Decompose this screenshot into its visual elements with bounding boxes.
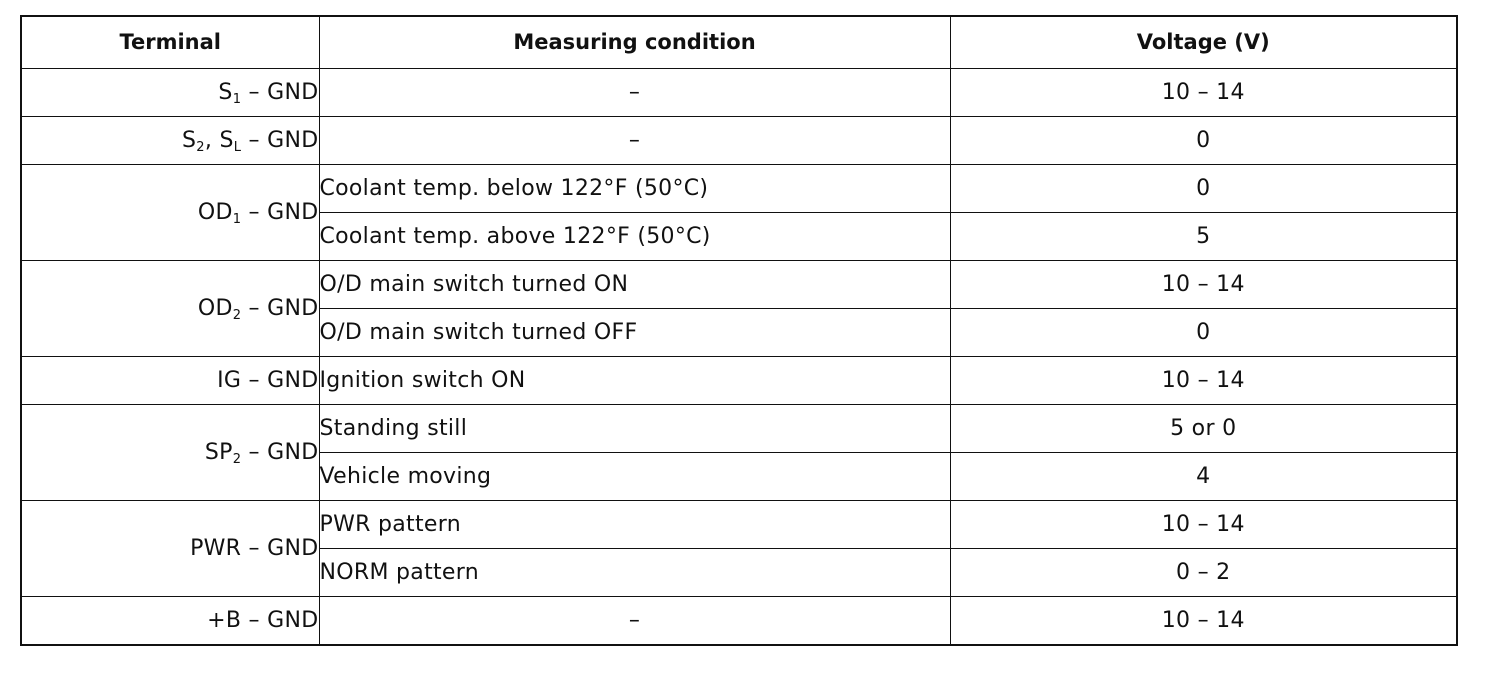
terminal-name: S bbox=[182, 127, 197, 153]
terminal-ground: – GND bbox=[241, 199, 319, 225]
voltage-cell: 10 – 14 bbox=[950, 597, 1457, 646]
voltage-cell: 0 bbox=[950, 117, 1457, 165]
terminal-voltage-table bbox=[20, 15, 1458, 646]
condition-cell: Ignition switch ON bbox=[319, 357, 950, 405]
voltage-cell: 10 – 14 bbox=[950, 501, 1457, 549]
terminal-cell bbox=[21, 405, 319, 501]
terminal-name: OD bbox=[197, 295, 233, 321]
condition-cell: O/D main switch turned ON bbox=[319, 261, 950, 309]
terminal-name: SP bbox=[204, 439, 233, 465]
voltage-cell: 10 – 14 bbox=[950, 69, 1457, 117]
condition-cell: – bbox=[319, 117, 950, 165]
condition-cell: – bbox=[319, 597, 950, 646]
voltage-cell: 10 – 14 bbox=[950, 357, 1457, 405]
voltage-cell: 4 bbox=[950, 453, 1457, 501]
terminal-subscript: 1 bbox=[232, 91, 242, 107]
condition-cell: NORM pattern bbox=[319, 549, 950, 597]
header-measuring-condition: Measuring condition bbox=[319, 16, 950, 69]
condition-cell: Standing still bbox=[319, 405, 950, 453]
terminal-cell bbox=[21, 597, 319, 646]
condition-cell: Vehicle moving bbox=[319, 453, 950, 501]
voltage-cell: 10 – 14 bbox=[950, 261, 1457, 309]
terminal-subscript: 2 bbox=[196, 139, 205, 155]
condition-cell: Coolant temp. above 122°F (50°C) bbox=[319, 213, 950, 261]
terminal-cell bbox=[21, 69, 319, 117]
header-row bbox=[21, 16, 1457, 69]
terminal-subscript: 2 bbox=[232, 451, 242, 467]
terminal-name: +B – GND bbox=[207, 607, 319, 633]
terminal-subscript: 2 bbox=[232, 307, 242, 323]
condition-cell: – bbox=[319, 69, 950, 117]
table-row bbox=[21, 357, 1457, 405]
table-row bbox=[21, 501, 1457, 549]
terminal-ground: – GND bbox=[241, 295, 319, 321]
voltage-cell: 0 bbox=[950, 309, 1457, 357]
table-row bbox=[21, 405, 1457, 453]
condition-cell: PWR pattern bbox=[319, 501, 950, 549]
terminal-name: OD bbox=[197, 199, 233, 225]
header-terminal: Terminal bbox=[21, 16, 319, 69]
condition-cell: Coolant temp. below 122°F (50°C) bbox=[319, 165, 950, 213]
voltage-cell: 5 or 0 bbox=[950, 405, 1457, 453]
terminal-name: IG – GND bbox=[217, 367, 319, 393]
terminal-ground: – GND bbox=[241, 127, 319, 153]
header-voltage: Voltage (V) bbox=[950, 16, 1457, 69]
voltage-cell: 0 – 2 bbox=[950, 549, 1457, 597]
terminal-name: S bbox=[218, 79, 233, 105]
terminal-name-2: , S bbox=[204, 127, 234, 153]
voltage-cell: 5 bbox=[950, 213, 1457, 261]
terminal-ground: – GND bbox=[241, 439, 319, 465]
table-row bbox=[21, 597, 1457, 646]
terminal-ground: – GND bbox=[241, 79, 319, 105]
terminal-cell bbox=[21, 165, 319, 261]
table-row bbox=[21, 69, 1457, 117]
table-row bbox=[21, 165, 1457, 213]
voltage-cell: 0 bbox=[950, 165, 1457, 213]
table-row bbox=[21, 117, 1457, 165]
condition-cell: O/D main switch turned OFF bbox=[319, 309, 950, 357]
terminal-cell bbox=[21, 117, 319, 165]
terminal-subscript-2: L bbox=[233, 139, 242, 155]
terminal-cell bbox=[21, 261, 319, 357]
terminal-cell bbox=[21, 357, 319, 405]
table-row bbox=[21, 261, 1457, 309]
terminal-name: PWR – GND bbox=[190, 535, 319, 561]
terminal-subscript: 1 bbox=[232, 211, 242, 227]
terminal-cell bbox=[21, 501, 319, 597]
